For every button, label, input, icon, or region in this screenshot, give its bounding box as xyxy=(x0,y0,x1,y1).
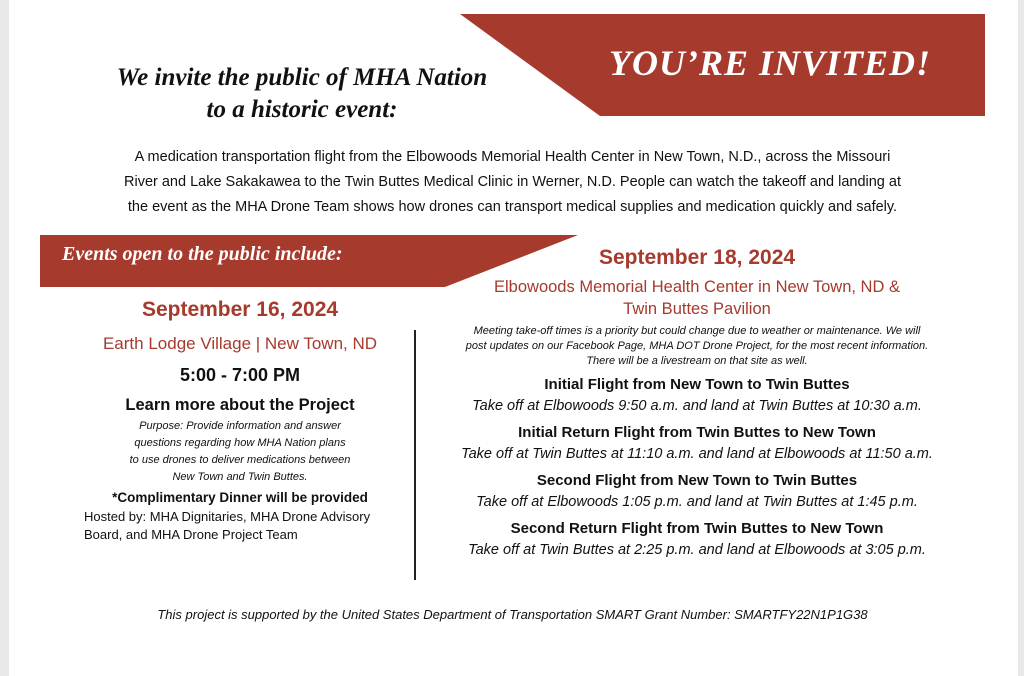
invite-line-1: We invite the public of MHA Nation xyxy=(116,64,488,91)
invite-heading xyxy=(52,62,552,126)
event-date: September 16, 2024 xyxy=(141,298,339,321)
flight-item xyxy=(428,519,966,561)
schedule-notice xyxy=(428,324,966,369)
intro-line-2: River and Lake Sakakawea to the Twin Buttes Medical Clinic in Werner, N.D. People can watch the takeoff and landing at xyxy=(124,174,901,190)
flight-detail: Take off at Twin Buttes at 2:25 p.m. and land at Elbowoods at 3:05 p.m. xyxy=(468,542,926,558)
notice-line-1: Meeting take-off times is a priority but could change due to weather or maintenance. We will xyxy=(473,325,921,337)
flight-item xyxy=(428,423,966,465)
notice-line-2: post updates on our Facebook Page, MHA DOT Drone Project, for the most recent information. xyxy=(465,340,929,352)
event-venue: Earth Lodge Village | New Town, ND xyxy=(102,334,378,353)
notice-line-3: There will be a livestream on that site as well. xyxy=(586,355,808,367)
flight-title: Second Flight from New Town to Twin Buttes xyxy=(536,472,858,489)
event-time: 5:00 - 7:00 PM xyxy=(179,365,301,385)
event-date: September 18, 2024 xyxy=(598,246,796,269)
column-divider xyxy=(414,330,416,580)
purpose-line-2: questions regarding how MHA Nation plans xyxy=(134,437,346,449)
intro-line-1: A medication transportation flight from the Elbowoods Memorial Health Center in New Town, N.D., across the Missouri xyxy=(134,149,891,165)
event-location xyxy=(428,276,966,320)
flight-title: Initial Flight from New Town to Twin Buttes xyxy=(544,376,850,393)
flight-title: Initial Return Flight from Twin Buttes to New Town xyxy=(518,424,876,441)
september-18-event xyxy=(428,244,966,561)
purpose-text xyxy=(80,418,400,486)
dinner-note: *Complimentary Dinner will be provided xyxy=(112,490,368,505)
flight-item xyxy=(428,471,966,513)
intro-line-3: the event as the MHA Drone Team shows how drones can transport medical supplies and medication quickly and safely. xyxy=(127,199,898,215)
grant-footer: This project is supported by the United States Department of Transportation SMART Grant Number: SMARTFY22N1P1G38 xyxy=(157,607,868,622)
purpose-line-3: to use drones to deliver medications between xyxy=(129,454,351,466)
purpose-line-4: New Town and Twin Buttes. xyxy=(172,471,308,483)
location-line-2: Twin Buttes Pavilion xyxy=(623,300,771,318)
flight-title: Second Return Flight from Twin Buttes to New Town xyxy=(510,520,884,537)
flight-detail: Take off at Elbowoods 1:05 p.m. and land at Twin Buttes at 1:45 p.m. xyxy=(476,494,918,510)
purpose-line-1: Purpose: Provide information and answer xyxy=(139,420,341,432)
intro-paragraph xyxy=(60,145,965,220)
location-line-1: Elbowoods Memorial Health Center in New Town, ND & xyxy=(494,278,900,296)
hosted-by: Hosted by: MHA Dignitaries, MHA Drone Advisory Board, and MHA Drone Project Team xyxy=(84,509,371,542)
flight-detail: Take off at Elbowoods 9:50 a.m. and land at Twin Buttes at 10:30 a.m. xyxy=(472,398,922,414)
events-banner-text: Events open to the public include: xyxy=(62,243,343,265)
september-16-event xyxy=(80,296,400,544)
youre-invited-title: YOU’RE INVITED! xyxy=(608,43,932,83)
learn-more-heading: Learn more about the Project xyxy=(125,396,355,414)
flight-detail: Take off at Twin Buttes at 11:10 a.m. and land at Elbowoods at 11:50 a.m. xyxy=(461,446,933,462)
invite-line-2: to a historic event: xyxy=(206,96,398,123)
flight-item xyxy=(428,375,966,417)
